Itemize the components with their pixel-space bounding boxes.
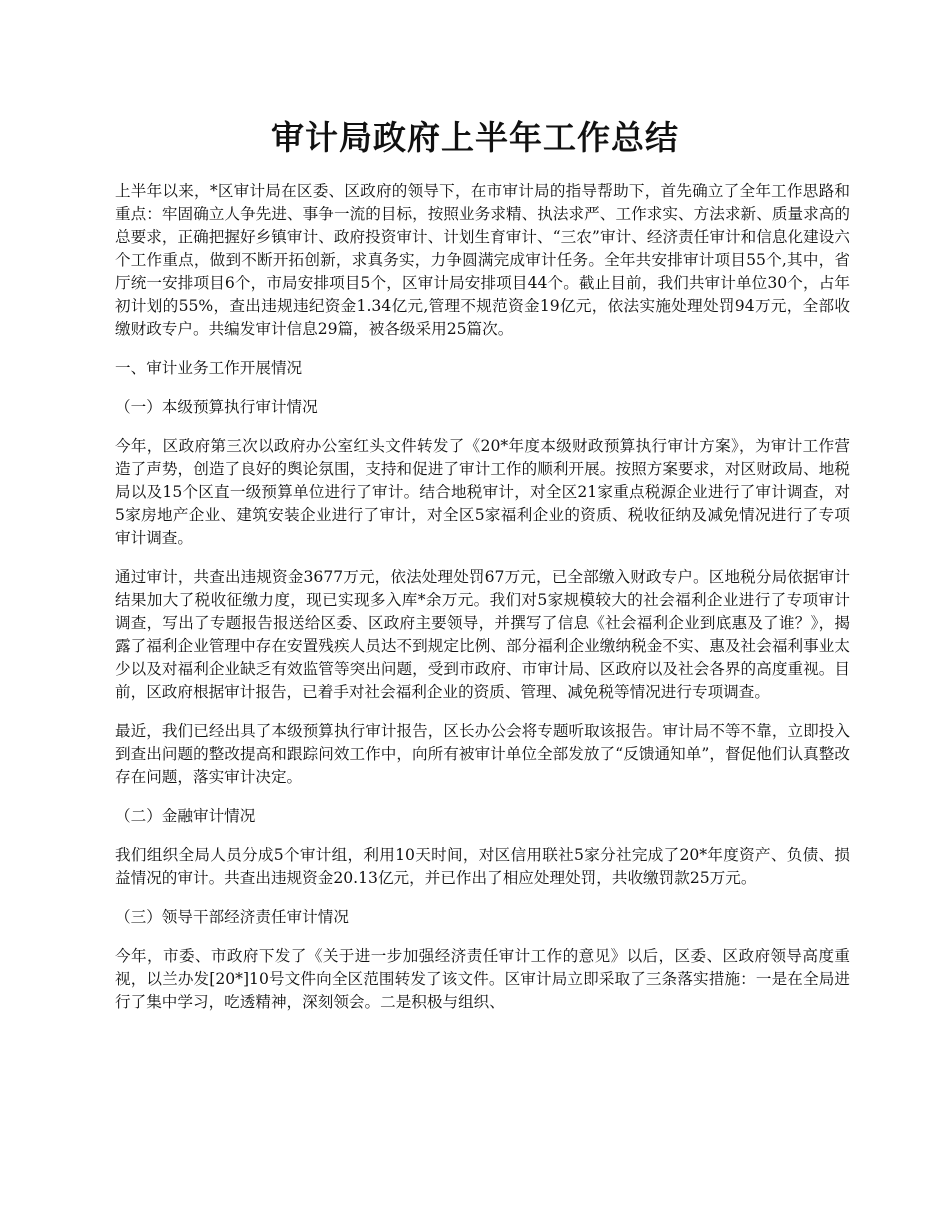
subsection-heading: （一）本级预算执行审计情况 bbox=[115, 398, 318, 416]
body-paragraph: 最近，我们已经出具了本级预算执行审计报告，区长办公会将专题听取该报告。审计局不等不靠，立即投入到查出问题的整改提高和跟踪问效工作中，向所有被审计单位全部发放了“反馈通知单”，督促他们认真整改存在问题，落实审计决定。 bbox=[115, 722, 850, 786]
subsection-heading: （三）领导干部经济责任审计情况 bbox=[115, 908, 349, 926]
body-paragraph: 今年，市委、市政府下发了《关于进一步加强经济责任审计工作的意见》以后，区委、区政府领导高度重视，以兰办发[20*]10号文件向全区范围转发了该文件。区审计局立即采取了三条落实措施：一是在全局进行了集中学习，吃透精神，深刻领会。二是积极与组织、 bbox=[115, 947, 850, 1011]
body-paragraph: 我们组织全局人员分成5个审计组，利用10天时间，对区信用联社5家分社完成了20*年度资产、负债、损益情况的审计。共查出违规资金20.13亿元，并已作出了相应处理处罚，共收缴罚款25万元。 bbox=[115, 846, 850, 887]
subsection-heading: （二）金融审计情况 bbox=[115, 807, 256, 825]
intro-paragraph: 上半年以来，*区审计局在区委、区政府的领导下，在市审计局的指导帮助下，首先确立了全年工作思路和重点：牢固确立人争先进、事争一流的目标，按照业务求精、执法求严、工作求实、方法求新、质量求高的总要求，正确把握好乡镇审计、政府投资审计、计划生育审计、“三农”审计、经济责任审计和信息化建设六个工作重点，做到不断开拓创新，求真务实，力争圆满完成审计任务。全年共安排审计项目55个,其中，省厅统一安排项目6个，市局安排项目5个，区审计局安排项目44个。截止目前，我们共审计单位30个，占年初计划的55%，查出违规违纪资金1.34亿元,管理不规范资金19亿元，依法实施处理处罚94万元，全部收缴财政专户。共编发审计信息29篇，被各级采用25篇次。 bbox=[115, 182, 850, 338]
document-body bbox=[115, 180, 850, 1030]
section-heading: 一、审计业务工作开展情况 bbox=[115, 359, 303, 377]
body-paragraph: 今年，区政府第三次以政府办公室红头文件转发了《20*年度本级财政预算执行审计方案》，为审计工作营造了声势，创造了良好的舆论氛围，支持和促进了审计工作的顺利开展。按照方案要求，对区财政局、地税局以及15个区直一级预算单位进行了审计。结合地税审计，对全区21家重点税源企业进行了审计调查，对5家房地产企业、建筑安装企业进行了审计，对全区5家福利企业的资质、税收征纳及减免情况进行了专项审计调查。 bbox=[115, 437, 850, 547]
body-paragraph: 通过审计，共查出违规资金3677万元，依法处理处罚67万元，已全部缴入财政专户。区地税分局依据审计结果加大了税收征缴力度，现已实现多入库*余万元。我们对5家规模较大的社会福利企业进行了专项审计调查，写出了专题报告报送给区委、区政府主要领导，并撰写了信息《社会福利企业到底惠及了谁？》，揭露了福利企业管理中存在安置残疾人员达不到规定比例、部分福利企业缴纳税金不实、惠及社会福利事业太少以及对福利企业缺乏有效监管等突出问题，受到市政府、市审计局、区政府以及社会各界的高度重视。目前，区政府根据审计报告，已着手对社会福利企业的资质、管理、减免税等情况进行专项调查。 bbox=[115, 568, 850, 701]
document-title: 审计局政府上半年工作总结 bbox=[271, 118, 679, 157]
